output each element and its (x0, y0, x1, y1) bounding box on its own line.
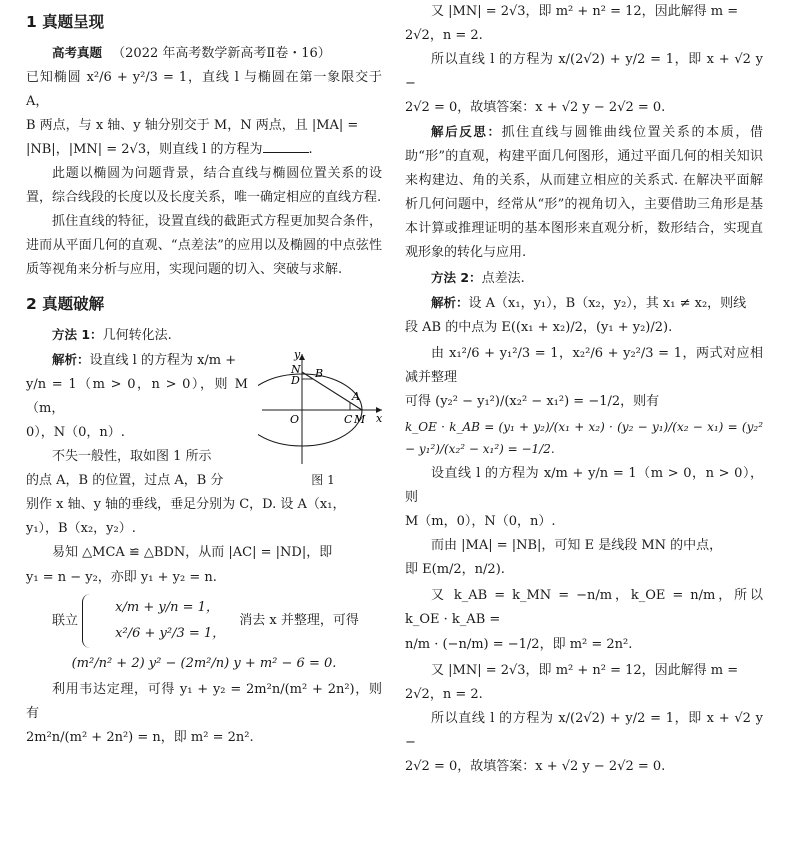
m2-line1-row (405, 291, 763, 316)
m2-line10: 又 k_AB = k_MN = −n/m，k_OE = n/m，所以 k_OE · k_AB = (405, 588, 763, 628)
m2-line11: n/m · (−n/m) = −1/2，即 m² = 2n². (405, 636, 633, 652)
label-B: B (315, 367, 324, 381)
quadratic-equation: (m²/n² + 2) y² − (2m²/n) y + m² − 6 = 0. (71, 655, 337, 671)
label-y: y (294, 348, 301, 362)
system-of-equations (26, 594, 382, 648)
r-line4: 2√2 = 0，故填答案：x + √2 y − 2√2 = 0. (405, 100, 666, 116)
system-brace (82, 594, 225, 648)
method1-label: 方法 1： (52, 327, 103, 343)
ellipse-diagram (258, 348, 388, 470)
problem-text-1: 已知椭圆 x²/6 + y²/3 = 1，直线 l 与椭圆在第一象限交于 A， (26, 69, 382, 109)
m1-line7: y₁），B（x₂，y₂）. (26, 521, 136, 537)
label-N: N (291, 363, 301, 377)
system-after: 消去 x 并整理，可得 (239, 613, 359, 629)
m2-line9: 即 E(m/2，n/2). (405, 562, 505, 578)
m1-line3: 0），N（0，n）. (26, 425, 125, 441)
problem-text-2: B 两点，与 x 轴、y 轴分别交于 M，N 两点，且 |MA| = (26, 117, 359, 133)
label-A: A (352, 390, 360, 404)
m2-line5: k_OE · k_AB = (y₁ + y₂)/(x₁ + x₂) · (y₂ − y₁)/(x₂ − x₁) = (y₂² − y₁²)/(x₂² − x₁²) = −1/2. (405, 419, 763, 456)
figure-caption: 图 1 (311, 473, 335, 488)
m2-line6: 设直线 l 的方程为 x/m + y/n = 1（m > 0，n > 0），则 (405, 466, 763, 506)
problem-source: （2022 年高考数学新高考Ⅱ卷・16） (112, 45, 331, 61)
problem-text-3-row (26, 138, 382, 162)
m2-line3: 由 x₁²/6 + y₁²/3 = 1，x₂²/6 + y₂²/3 = 1，两式对应相减并整理 (405, 345, 763, 385)
m1-line4: 不失一般性，取如图 1 所示 (52, 449, 212, 465)
system-eq-2: x²/6 + y²/3 = 1， (115, 625, 226, 641)
m1-line8: 易知 △MCA ≌ △BDN，从而 |AC| = |ND|，即 (52, 545, 333, 561)
vieta-result: 2m²n/(m² + 2n²) = n，即 m² = 2n². (26, 729, 254, 745)
analysis-paragraph-1: 此题以椭圆为问题背景，结合直线与椭圆位置关系的设置，综合线段的长度以及长度关系，唯一确定相应的直线方程. (26, 166, 382, 206)
analysis-paragraph-2: 抓住直线的特征，设置直线的截距式方程更加契合条件，进而从平面几何的直观、“点差法”的应用以及椭圆的中点弦性质等视角来分析与应用，实现问题的切入、突破与求解. (26, 214, 382, 278)
label-O: O (290, 413, 300, 427)
m2-line1: 设 A（x₁，y₁），B（x₂，y₂），其 x₁ ≠ x₂，则线 (468, 295, 747, 311)
right-column (405, 0, 763, 779)
vieta-line: 利用韦达定理，可得 y₁ + y₂ = 2m²n/(m² + 2n²)，则有 (26, 681, 382, 721)
r-line6: 2√2，n = 2. (405, 686, 483, 702)
r-line1: 又 |MN| = 2√3，即 m² + n² = 12，因此解得 m = (431, 4, 739, 19)
r-line5: 又 |MN| = 2√3，即 m² + n² = 12，因此解得 m = (431, 662, 739, 678)
problem-header (26, 41, 382, 66)
figure-1 (258, 348, 388, 487)
m1-line5: 的点 A，B 的位置，过点 A，B 分 (26, 473, 224, 489)
m2-line8: 而由 |MA| = |NB|，可知 E 是线段 MN 的中点， (431, 538, 723, 554)
method1-title (26, 323, 382, 348)
m1-line6: 别作 x 轴、y 轴的垂线，垂足分别为 C，D. 设 A（x₁， (26, 497, 346, 513)
m2-line2: 段 AB 的中点为 E((x₁ + x₂)/2，(y₁ + y₂)/2). (405, 319, 673, 335)
problem-label: 高考真题 (52, 44, 103, 60)
section-heading-1: 1 真题呈现 (26, 13, 105, 31)
m1-line1: 设直线 l 的方程为 x/m + (89, 353, 237, 369)
analysis-label: 解析： (52, 352, 90, 368)
system-eq-1: x/m + y/n = 1， (115, 599, 219, 615)
m1-line2: y/n = 1（m > 0，n > 0），则 M（m， (26, 377, 248, 417)
method1-name: 几何转化法. (102, 328, 172, 344)
analysis2-label: 解析： (431, 294, 469, 310)
r-line8: 2√2 = 0，故填答案：x + √2 y − 2√2 = 0. (405, 758, 666, 774)
m2-line7: M（m，0），N（0，n）. (405, 514, 556, 530)
reflection-text: 抓住直线与圆锥曲线位置关系的本质，借助“形”的直观，构建平面几何图形，通过平面几何的相关知识来构建边、角的关系，从而建立相应的关系式. 在解决平面解析几何问题中，经常从“形”的视角切入，主要借助三角形是基本计算或推理证明的基本图形来直观分析，数形结合，实现直观形象的转化与应用. (405, 125, 763, 261)
label-C: C (344, 413, 353, 427)
r-line3: 所以直线 l 的方程为 x/(2√2) + y/2 = 1，即 x + √2 y − (405, 52, 763, 92)
r-line2: 2√2，n = 2. (405, 28, 483, 44)
system-label: 联立 (52, 613, 79, 629)
method2-label: 方法 2： (431, 269, 482, 285)
section-heading-2: 2 真题破解 (26, 295, 105, 314)
label-M: M (354, 413, 366, 427)
problem-text-3: |NB|，|MN| = 2√3，则直线 l 的方程为 (26, 141, 263, 157)
label-D: D (291, 374, 300, 388)
r-line7: 所以直线 l 的方程为 x/(2√2) + y/2 = 1，即 x + √2 y − (405, 710, 763, 750)
reflection-paragraph (405, 120, 763, 265)
method2-title (405, 266, 763, 291)
reflection-label: 解后反思： (431, 124, 502, 140)
label-x: x (376, 412, 383, 426)
m2-line4: 可得 (y₂² − y₁²)/(x₂² − x₁²) = −1/2，则有 (405, 393, 660, 409)
method2-name: 点差法. (481, 270, 525, 286)
m1-line1-row (26, 348, 248, 373)
m1-line9: y₁ = n − y₂，亦即 y₁ + y₂ = n. (26, 569, 217, 585)
problem-end: . (308, 141, 313, 157)
method1-figure-block (26, 348, 382, 493)
answer-blank (263, 140, 309, 153)
left-column (26, 0, 382, 750)
